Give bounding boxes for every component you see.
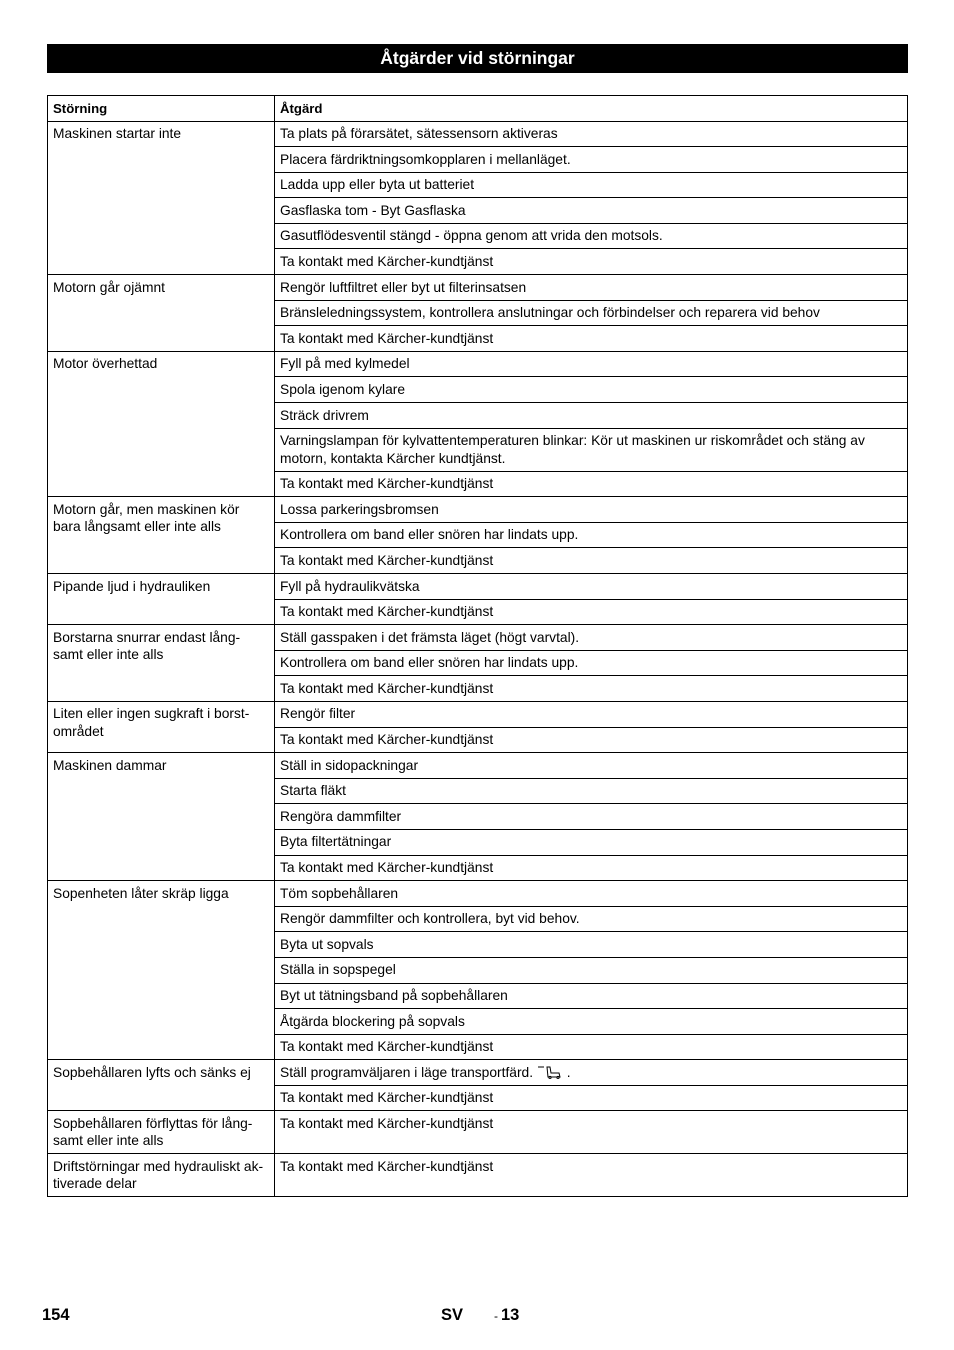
action-cell: Placera färdriktningsomkopplaren i mellanläget. (275, 147, 908, 173)
fault-cell: Motorn går, men maskinen kör bara långsamt eller inte alls (48, 497, 275, 574)
fault-cell: Motorn går ojämnt (48, 275, 275, 352)
table-header-row (48, 96, 908, 122)
action-cell: Byt ut tätningsband på sopbehållaren (275, 983, 908, 1009)
fault-cell: Motor överhettad (48, 351, 275, 496)
action-cell: Ta kontakt med Kärcher-kundtjänst (275, 326, 908, 352)
fault-column-header: Störning (48, 96, 275, 122)
action-cell: Ta kontakt med Kärcher-kundtjänst (275, 1034, 908, 1060)
action-cell: Fyll på med kylmedel (275, 351, 908, 377)
action-cell: Lossa parkeringsbromsen (275, 497, 908, 523)
table-row (48, 881, 908, 907)
fault-cell: Pipande ljud i hydrauliken (48, 574, 275, 625)
table-row (48, 701, 908, 727)
fault-cell: Borstarna snurrar endast lång-samt eller inte alls (48, 625, 275, 702)
table-row (48, 1060, 908, 1086)
action-cell: Rengör luftfiltret eller byt ut filterinsatsen (275, 275, 908, 301)
fault-cell: Maskinen startar inte (48, 121, 275, 275)
page-title: Åtgärder vid störningar (47, 44, 908, 73)
action-cell: Ladda upp eller byta ut batteriet (275, 172, 908, 198)
fault-cell: Sopbehållaren lyfts och sänks ej (48, 1060, 275, 1111)
action-cell: Ta kontakt med Kärcher-kundtjänst (275, 548, 908, 574)
action-cell: Ta kontakt med Kärcher-kundtjänst (275, 676, 908, 702)
action-cell: Ta kontakt med Kärcher-kundtjänst (275, 599, 908, 625)
action-cell: Ställ gasspaken i det främsta läget (högt varvtal). (275, 625, 908, 651)
table-row (48, 121, 908, 147)
action-cell: Byta filtertätningar (275, 829, 908, 855)
action-cell: Kontrollera om band eller snören har lindats upp. (275, 650, 908, 676)
fault-table-body (48, 121, 908, 1197)
action-cell: Kontrollera om band eller snören har lindats upp. (275, 522, 908, 548)
action-cell: Ta kontakt med Kärcher-kundtjänst (275, 249, 908, 275)
action-cell: Rengöra dammfilter (275, 804, 908, 830)
table-row (48, 1111, 908, 1154)
table-row (48, 351, 908, 377)
section-page-number (494, 1306, 519, 1325)
action-cell: Åtgärda blockering på sopvals (275, 1009, 908, 1035)
action-cell: Ställ in sidopackningar (275, 753, 908, 779)
action-cell: Fyll på hydraulikvätska (275, 574, 908, 600)
fault-cell: Driftstörningar med hydrauliskt ak-tiverade delar (48, 1154, 275, 1197)
fault-cell: Sopbehållaren förflyttas för lång-samt eller inte alls (48, 1111, 275, 1154)
table-row (48, 1154, 908, 1197)
page-number: 154 (42, 1306, 70, 1324)
table-row (48, 753, 908, 779)
action-cell: Töm sopbehållaren (275, 881, 908, 907)
action-cell: Ta kontakt med Kärcher-kundtjänst (275, 727, 908, 753)
action-cell: Byta ut sopvals (275, 932, 908, 958)
transport-mode-icon (537, 1065, 563, 1079)
action-column-header: Åtgärd (275, 96, 908, 122)
fault-cell: Sopenheten låter skräp ligga (48, 881, 275, 1060)
fault-table (47, 95, 908, 1197)
action-cell: Gasutflödesventil stängd - öppna genom att vrida den motsols. (275, 223, 908, 249)
action-cell: Starta fläkt (275, 778, 908, 804)
section-page-value: 13 (501, 1306, 520, 1324)
table-row (48, 574, 908, 600)
action-cell: Spola igenom kylare (275, 377, 908, 403)
action-cell: Ta kontakt med Kärcher-kundtjänst (275, 855, 908, 881)
action-cell: Ta kontakt med Kärcher-kundtjänst (275, 1085, 908, 1111)
fault-cell: Maskinen dammar (48, 753, 275, 881)
action-cell: Ta kontakt med Kärcher-kundtjänst (275, 1111, 908, 1154)
action-cell: Ta kontakt med Kärcher-kundtjänst (275, 1154, 908, 1197)
table-row (48, 625, 908, 651)
action-cell: Gasflaska tom - Byt Gasflaska (275, 198, 908, 224)
footer-dash: - (494, 1309, 498, 1323)
action-cell: Rengör dammfilter och kontrollera, byt vid behov. (275, 906, 908, 932)
action-cell: Ta plats på förarsätet, sätessensorn aktiveras (275, 121, 908, 147)
action-cell: Varningslampan för kylvattentemperaturen blinkar: Kör ut maskinen ur riskområdet och stäng av motorn, kontakta Kärcher kundtjänst. (275, 428, 908, 471)
table-row (48, 275, 908, 301)
fault-cell: Liten eller ingen sugkraft i borst-området (48, 701, 275, 752)
action-cell: Rengör filter (275, 701, 908, 727)
action-cell: Bränsleledningssystem, kontrollera anslutningar och förbindelser och reparera vid behov (275, 300, 908, 326)
action-cell: Ställa in sopspegel (275, 957, 908, 983)
action-cell: Sträck drivrem (275, 403, 908, 429)
action-text: Ställ programväljaren i läge transportfärd. (280, 1064, 534, 1080)
action-cell (275, 1060, 908, 1086)
language-code: SV (441, 1306, 464, 1324)
action-text-suffix: . (566, 1064, 571, 1080)
table-row (48, 497, 908, 523)
action-cell: Ta kontakt med Kärcher-kundtjänst (275, 471, 908, 497)
